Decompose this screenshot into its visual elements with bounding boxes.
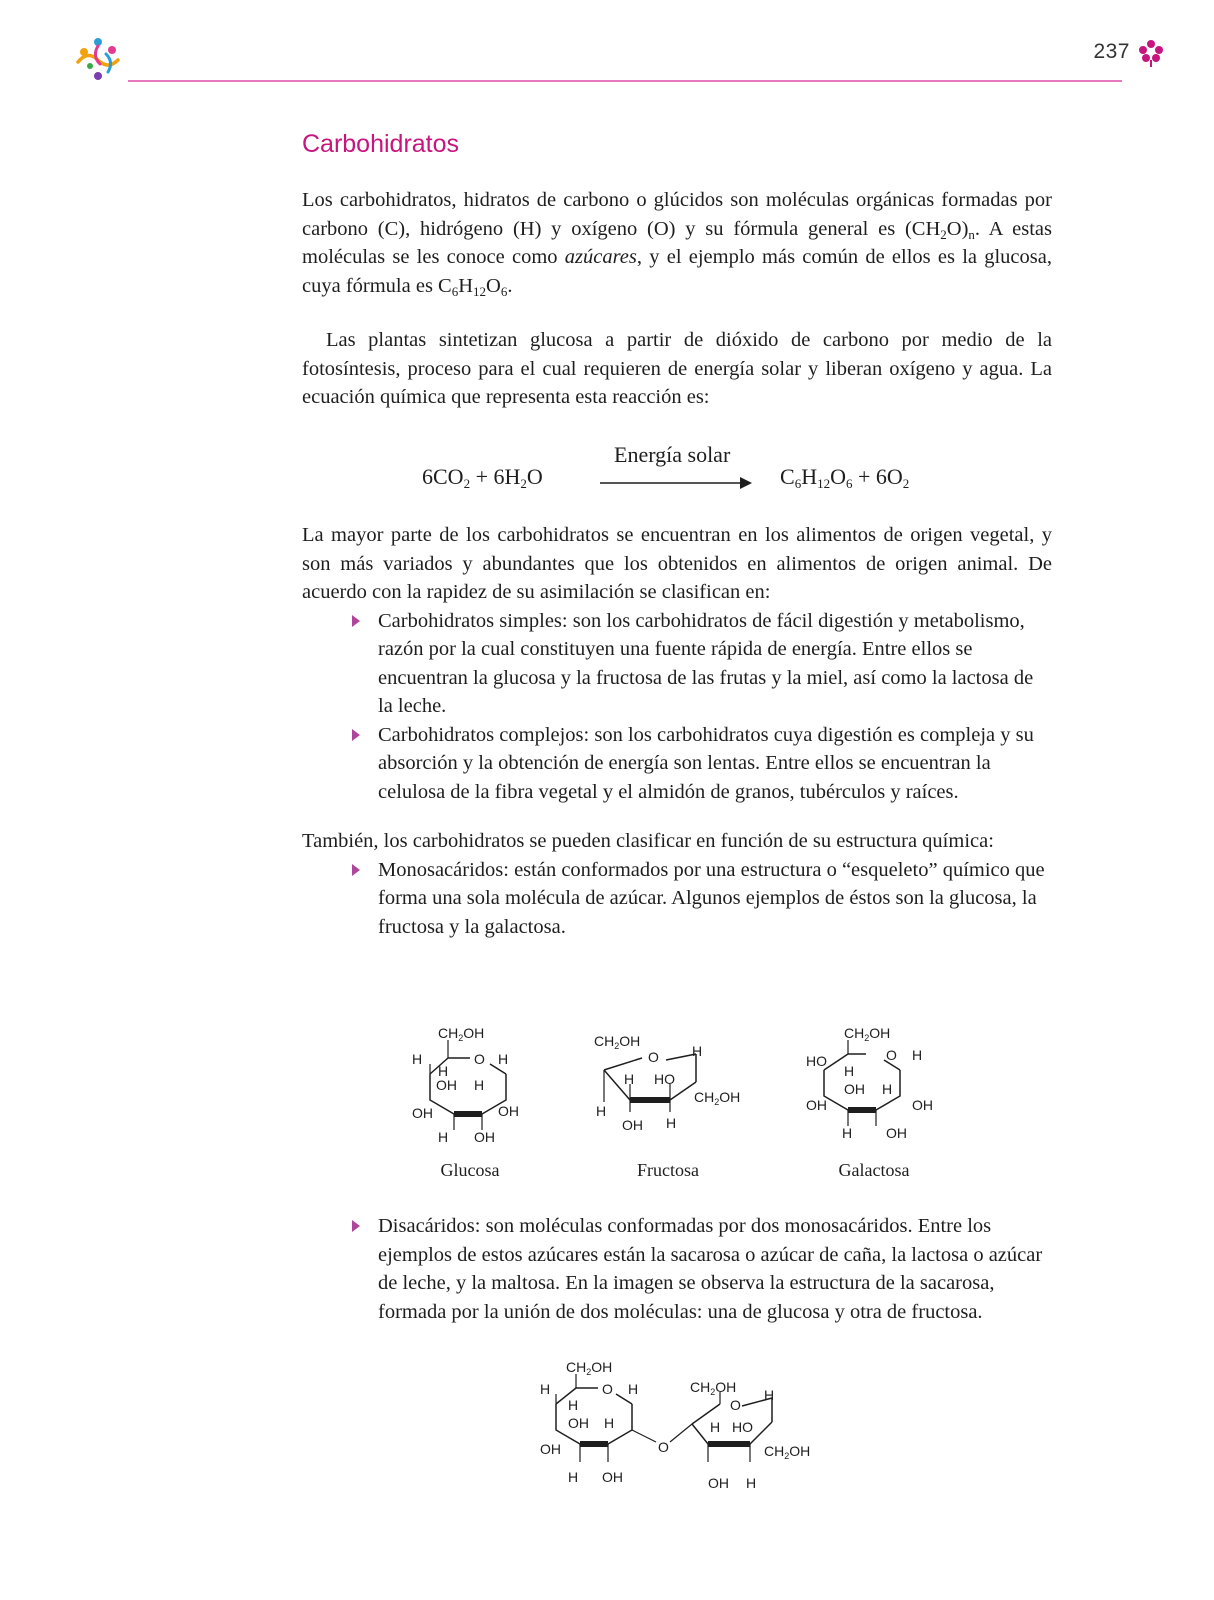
- svg-text:CH2OH: $CH_2OH$: [690, 1379, 737, 1397]
- paragraph-photosynthesis: Las plantas sintetizan glucosa a partir de dióxido de carbono por medio de la fotosíntesis, proceso para el cual requieren de energía solar y liberan oxígeno y agua. La ecuación química que representa esta reacción es:: [302, 329, 1052, 408]
- equation-reactants: $6CO_2 + 6H_2O$: [422, 464, 543, 491]
- svg-text:H: H: [844, 1063, 855, 1079]
- bullet-icon: [352, 615, 360, 627]
- paragraph-classification: La mayor parte de los carbohidratos se encuentran en los alimentos de origen vegetal, y son más variados y abundantes que los obtenidos en alimentos de origen animal. De acuerdo con la rapidez de su asimilación se clasifican en:: [302, 524, 1052, 603]
- list-item: Monosacáridos: están conformados por una estructura o “esqueleto” químico que forma una sola molécula de azúcar. Algunos ejemplos de éstos son la glucosa, la fructosa y la galactosa.: [302, 856, 1052, 942]
- equation-products: $C_6H_{12}O_6 + 6O_2$: [780, 464, 910, 491]
- svg-text:H: H: [474, 1077, 485, 1093]
- svg-text:O: O: [886, 1047, 897, 1063]
- svg-text:CH2OH: $CH_2OH$: [694, 1089, 741, 1107]
- fructose-structure: [590, 1030, 760, 1140]
- svg-text:H: H: [842, 1125, 853, 1141]
- logo-icon: [70, 32, 126, 88]
- svg-text:HO: HO: [732, 1419, 753, 1435]
- svg-text:OH: OH: [844, 1081, 865, 1097]
- svg-text:H: H: [540, 1381, 551, 1397]
- paragraph-structure: También, los carbohidratos se pueden clasificar en función de su estructura química:: [302, 830, 994, 852]
- svg-text:CH2OH: $CH_2OH$: [594, 1033, 641, 1051]
- svg-text:OH: OH: [474, 1129, 495, 1145]
- list-item: Carbohidratos complejos: son los carbohidratos cuya digestión es compleja y su absorción y la obtención de energía son lentas. Entre ellos se encuentran la celulosa de la fibra vegetal y el almidón de granos, tubérculos y raíces.: [302, 721, 1052, 807]
- galactose-caption: Galactosa: [838, 1160, 910, 1180]
- svg-text:H: H: [604, 1415, 615, 1431]
- svg-text:O: O: [730, 1397, 741, 1413]
- page-number: 237: [1093, 40, 1130, 63]
- reaction-arrow-icon: [600, 476, 752, 490]
- flower-icon: [1137, 38, 1165, 68]
- svg-text:H: H: [692, 1043, 703, 1059]
- svg-text:H: H: [596, 1103, 607, 1119]
- svg-text:OH: OH: [602, 1469, 623, 1485]
- svg-text:HO: HO: [806, 1053, 827, 1069]
- svg-text:H: H: [412, 1051, 423, 1067]
- svg-text:OH: OH: [498, 1103, 519, 1119]
- svg-text:HO: HO: [654, 1071, 675, 1087]
- svg-text:H: H: [746, 1475, 757, 1491]
- svg-text:H: H: [624, 1071, 635, 1087]
- svg-text:O: O: [648, 1049, 659, 1065]
- bullet-icon: [352, 1220, 360, 1232]
- svg-text:O: O: [602, 1381, 613, 1397]
- svg-text:O: O: [658, 1439, 669, 1455]
- svg-text:OH: OH: [912, 1097, 933, 1113]
- svg-text:H: H: [882, 1081, 893, 1097]
- svg-text:CH2OH: $CH_2OH$: [438, 1025, 485, 1043]
- svg-text:CH2OH: $CH_2OH$: [566, 1359, 613, 1377]
- list-item: Carbohidratos simples: son los carbohidratos de fácil digestión y metabolismo, razón por la cual constituyen una fuente rápida de energía. Entre ellos se encuentran la glucosa y la fructosa de las frutas y la miel, así como la lactosa de la leche.: [302, 607, 1052, 721]
- chemical-equation: [302, 442, 1052, 502]
- list-item: Disacáridos: son moléculas conformadas por dos monosacáridos. Entre los ejemplos de estos azúcares están la sacarosa o azúcar de caña, la lactosa o azúcar de leche, y la maltosa. En la imagen se observa la estructura de la sacarosa, formada por la unión de dos moléculas: una de glucosa y otra de fructosa.: [302, 1212, 1052, 1326]
- galactose-structure: [800, 1024, 950, 1154]
- assimilation-list: [302, 607, 1052, 807]
- fructose-caption: Fructosa: [637, 1160, 699, 1180]
- sucrose-structure: [536, 1358, 826, 1498]
- disaccharide-list: [302, 1212, 1052, 1326]
- bullet-icon: [352, 864, 360, 876]
- svg-text:H: H: [568, 1397, 579, 1413]
- svg-text:H: H: [438, 1129, 449, 1145]
- svg-text:OH: OH: [436, 1077, 457, 1093]
- equation-arrow-label: Energía solar: [614, 442, 731, 467]
- section-title: Carbohidratos: [302, 130, 460, 158]
- bullet-icon: [352, 729, 360, 741]
- svg-text:OH: OH: [568, 1415, 589, 1431]
- glucose-structure: [408, 1024, 538, 1154]
- svg-text:H: H: [666, 1115, 677, 1131]
- svg-text:H: H: [710, 1419, 721, 1435]
- svg-text:H: H: [764, 1387, 775, 1403]
- svg-text:OH: OH: [806, 1097, 827, 1113]
- svg-text:H: H: [628, 1381, 639, 1397]
- svg-text:H: H: [438, 1063, 449, 1079]
- svg-text:CH2OH: $CH_2OH$: [844, 1025, 891, 1043]
- svg-text:CH2OH: $CH_2OH$: [764, 1443, 811, 1461]
- svg-text:OH: OH: [540, 1441, 561, 1457]
- svg-text:OH: OH: [412, 1105, 433, 1121]
- glucose-caption: Glucosa: [440, 1160, 500, 1180]
- header-rule: [128, 80, 1122, 82]
- svg-text:O: O: [474, 1051, 485, 1067]
- paragraph-definition: Los carbohidratos, hidratos de carbono o glúcidos son moléculas orgánicas formadas por carbono (C), hidrógeno (H) y oxígeno (O) y su fórmula general es $(CH_2O)_n$. A estas moléculas se les conoce como azúcares, y el ejemplo más común de ellos es la glucosa, cuya fórmula es $C_6H_{12}O_6$.: [302, 189, 1052, 299]
- svg-text:OH: OH: [708, 1475, 729, 1491]
- svg-text:OH: OH: [622, 1117, 643, 1133]
- svg-text:H: H: [568, 1469, 579, 1485]
- svg-text:H: H: [498, 1051, 509, 1067]
- structure-list: [302, 856, 1052, 942]
- svg-text:OH: OH: [886, 1125, 907, 1141]
- svg-text:H: H: [912, 1047, 923, 1063]
